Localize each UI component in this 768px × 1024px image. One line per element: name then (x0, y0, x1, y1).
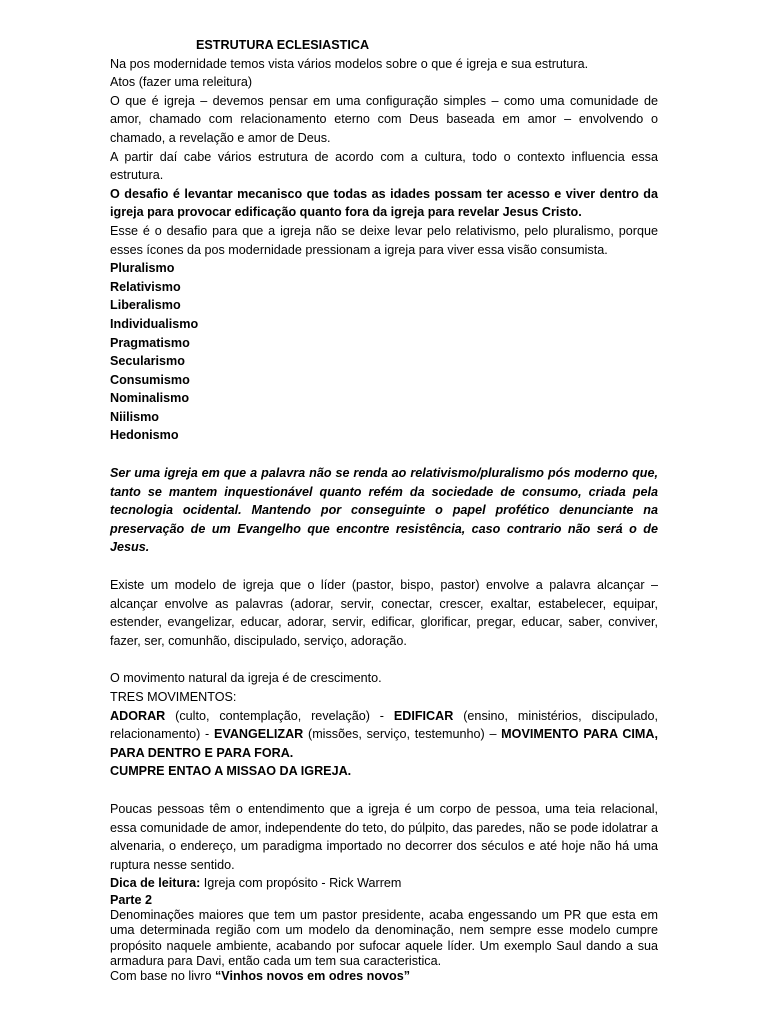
livro-line (110, 969, 658, 984)
list-item: Pluralismo (110, 261, 175, 276)
tres-movimentos-heading: TRES MOVIMENTOS: (110, 690, 237, 704)
italic-paragraph: Ser uma igreja em que a palavra não se renda ao relativismo/pluralismo pós moderno que, tanto se mantem inquestionável quanto refém da sociedade de consumo, criada pela tecnologia ocidental. Mantendo por conseguinte o papel profético denunciante na preservação de um Evangelho que encontre resistência, caso contrario não será o de Jesus. (110, 466, 658, 555)
movimento-paragraph: O movimento natural da igreja é de crescimento. (110, 671, 382, 686)
parte2-heading: Parte 2 (110, 892, 153, 907)
list-item: Secularismo (110, 354, 185, 369)
list-item: Hedonismo (110, 428, 179, 443)
list-item: Niilismo (110, 409, 159, 424)
document-page (110, 36, 658, 984)
dica-line (110, 874, 658, 893)
edificar-desc: (ensino, ministérios, discipulado, relacionamento) - (110, 708, 658, 742)
evangelizar-desc: (missões, serviço, testemunho) – (303, 727, 502, 742)
intro-paragraph: Na pos modernidade temos vista vários modelos sobre o que é igreja e sua estrutura. (110, 56, 589, 71)
igreja-paragraph: O que é igreja – devemos pensar em uma configuração simples – como uma comunidade de amor, chamado com relacionamento eterno com Deus baseada em amor – envolvendo o chamado, a revelação e amor de Deus. (110, 93, 658, 145)
spacer (110, 445, 658, 464)
livro-prefix: Com base no livro (110, 968, 215, 983)
dica-label: Dica de leitura: (110, 876, 201, 891)
direcao-text: MOVIMENTO PARA CIMA, PARA DENTRO E PARA FORA. (110, 727, 659, 760)
movimentos-paragraph (110, 707, 658, 763)
spacer (110, 650, 658, 669)
list-item: Relativismo (110, 279, 181, 294)
modelo-paragraph: Existe um modelo de igreja que o líder (pastor, bispo, pastor) envolve a palavra alcançar – alcançar envolve as palavras (adorar, servir, conectar, crescer, exaltar, estabelecer, equipar, estender, evangelizar, educar, adorar, servir, edificar, glorificar, pregar, educar, saber, conviver, fazer, ser, comunhão, discipulado, serviço, adoração. (110, 578, 658, 648)
list-item: Nominalismo (110, 391, 190, 406)
evangelizar-term: EVANGELIZAR (213, 727, 304, 742)
livro-title: “Vinhos novos em odres novos” (215, 968, 411, 983)
document-title: ESTRUTURA ECLESIASTICA (196, 38, 370, 52)
corpo-paragraph: Poucas pessoas têm o entendimento que a igreja é um corpo de pessoa, uma teia relacional, essa comunidade de amor, independente do teto, do púlpito, das paredes, não se pode idolatrar a alvenaria, o endereço, um paradigma importado no decorrer dos séculos e até hoje não há uma ruptura nesse sentido. (110, 801, 658, 872)
dica-text: Igreja com propósito - Rick Warrem (200, 876, 402, 891)
spacer (110, 557, 658, 576)
adorar-term: ADORAR (110, 708, 166, 723)
atos-line: Atos (fazer uma releitura) (110, 75, 253, 90)
cultura-paragraph: A partir daí cabe vários estrutura de acordo com a cultura, todo o contexto influencia essa estrutura. (110, 149, 658, 183)
spacer (110, 781, 658, 800)
list-item: Pragmatismo (110, 335, 190, 350)
isms-list (110, 259, 658, 445)
cumpre-line: CUMPRE ENTAO A MISSAO DA IGREJA. (110, 764, 352, 779)
denominacoes-paragraph: Denominações maiores que tem um pastor presidente, acaba engessando um PR que esta em uma determinada região com um modelo da denominação, nem sempre esse modelo cumpre propósito naquele ambiente, acabando por sufocar aquele líder. Um exemplo Saul dando a sua armadura para Davi, então cada um tem sua caracteristica. (110, 908, 658, 968)
list-item: Liberalismo (110, 298, 181, 313)
desafio-paragraph: O desafio é levantar mecanisco que todas as idades possam ter acesso e viver dentro da igreja para provocar edificação quanto fora da igreja para revelar Jesus Cristo. (110, 186, 658, 220)
relativismo-paragraph: Esse é o desafio para que a igreja não se deixe levar pelo relativismo, pelo pluralismo, porque esses ícones da pos modernidade pressionam a igreja para viver essa visão consumista. (110, 223, 658, 257)
list-item: Individualismo (110, 316, 199, 331)
edificar-term: EDIFICAR (393, 708, 454, 723)
adorar-desc: (culto, contemplação, revelação) - (165, 708, 394, 723)
list-item: Consumismo (110, 372, 190, 387)
